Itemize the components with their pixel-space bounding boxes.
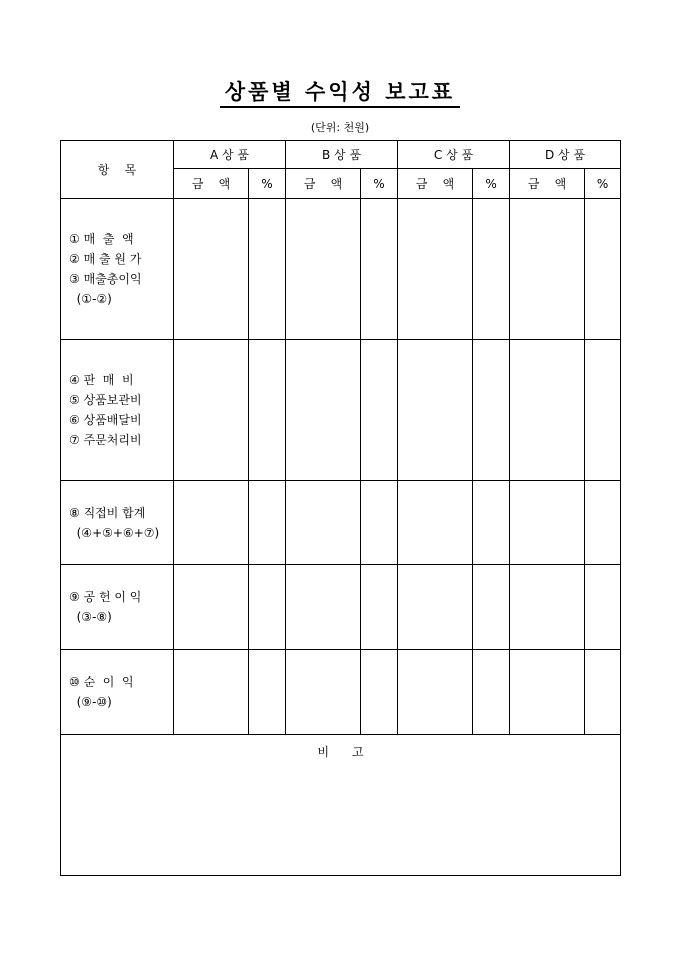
percent-cell[interactable] xyxy=(473,565,510,650)
row-label-selling-costs: ④ 판 매 비 ⑤ 상품보관비 ⑥ 상품배달비 ⑦ 주문처리비 xyxy=(61,340,174,481)
percent-cell[interactable] xyxy=(249,565,286,650)
amount-cell[interactable] xyxy=(398,650,473,735)
unit-label: (단위: 천원) xyxy=(310,121,370,134)
amount-cell[interactable] xyxy=(174,199,249,340)
table-row-remarks xyxy=(61,735,621,876)
row-label-net-profit: ⑩ 순 이 익 (⑨-⑩) xyxy=(61,650,174,735)
amount-cell[interactable] xyxy=(174,565,249,650)
amount-cell[interactable] xyxy=(510,340,585,481)
row-label-gross-profit: ① 매 출 액 ② 매 출 원 가 ③ 매출총이익 (①-②) xyxy=(61,199,174,340)
amount-cell[interactable] xyxy=(174,481,249,565)
table-row-contribution-profit xyxy=(61,565,621,650)
percent-cell[interactable] xyxy=(473,340,510,481)
item-header: 항 목 xyxy=(61,141,174,199)
percent-cell[interactable] xyxy=(585,565,621,650)
table-row-selling-costs xyxy=(61,340,621,481)
percent-cell[interactable] xyxy=(361,565,398,650)
percent-cell[interactable] xyxy=(361,199,398,340)
amount-cell[interactable] xyxy=(286,199,361,340)
amount-header-d: 금 액 xyxy=(510,169,585,199)
amount-cell[interactable] xyxy=(286,565,361,650)
amount-cell[interactable] xyxy=(510,565,585,650)
product-a-header: A 상 품 xyxy=(174,141,286,169)
amount-cell[interactable] xyxy=(398,199,473,340)
percent-cell[interactable] xyxy=(249,199,286,340)
table-row-net-profit xyxy=(61,650,621,735)
percent-cell[interactable] xyxy=(585,481,621,565)
percent-cell[interactable] xyxy=(473,199,510,340)
percent-cell[interactable] xyxy=(361,650,398,735)
percent-header-c: % xyxy=(473,169,510,199)
amount-header-c: 금 액 xyxy=(398,169,473,199)
amount-cell[interactable] xyxy=(286,650,361,735)
title-underline xyxy=(220,106,460,108)
amount-cell[interactable] xyxy=(510,481,585,565)
amount-cell[interactable] xyxy=(510,199,585,340)
product-d-header: D 상 품 xyxy=(510,141,621,169)
amount-cell[interactable] xyxy=(286,481,361,565)
report-title: 상품별 수익성 보고표 xyxy=(224,79,456,104)
remarks-label: 비 고 xyxy=(317,745,364,759)
remarks-cell[interactable] xyxy=(61,735,621,876)
amount-header-b: 금 액 xyxy=(286,169,361,199)
amount-cell[interactable] xyxy=(286,340,361,481)
amount-cell[interactable] xyxy=(398,481,473,565)
percent-cell[interactable] xyxy=(585,199,621,340)
percent-cell[interactable] xyxy=(249,481,286,565)
amount-cell[interactable] xyxy=(398,340,473,481)
product-b-header: B 상 품 xyxy=(286,141,398,169)
product-c-header: C 상 품 xyxy=(398,141,510,169)
amount-header-a: 금 액 xyxy=(174,169,249,199)
table-row-gross-profit xyxy=(61,199,621,340)
percent-cell[interactable] xyxy=(249,340,286,481)
percent-header-b: % xyxy=(361,169,398,199)
amount-cell[interactable] xyxy=(398,565,473,650)
percent-cell[interactable] xyxy=(249,650,286,735)
report-table xyxy=(60,140,621,876)
amount-cell[interactable] xyxy=(174,650,249,735)
amount-cell[interactable] xyxy=(174,340,249,481)
row-label-direct-cost-total: ⑧ 직접비 합계 (④+⑤+⑥+⑦) xyxy=(61,481,174,565)
percent-cell[interactable] xyxy=(585,650,621,735)
row-label-contribution-profit: ⑨ 공 헌 이 익 (③-⑧) xyxy=(61,565,174,650)
amount-cell[interactable] xyxy=(510,650,585,735)
percent-cell[interactable] xyxy=(585,340,621,481)
header-row-products xyxy=(61,141,621,169)
percent-cell[interactable] xyxy=(473,650,510,735)
percent-header-a: % xyxy=(249,169,286,199)
percent-cell[interactable] xyxy=(361,340,398,481)
percent-cell[interactable] xyxy=(361,481,398,565)
table-row-direct-cost-total xyxy=(61,481,621,565)
percent-header-d: % xyxy=(585,169,621,199)
percent-cell[interactable] xyxy=(473,481,510,565)
